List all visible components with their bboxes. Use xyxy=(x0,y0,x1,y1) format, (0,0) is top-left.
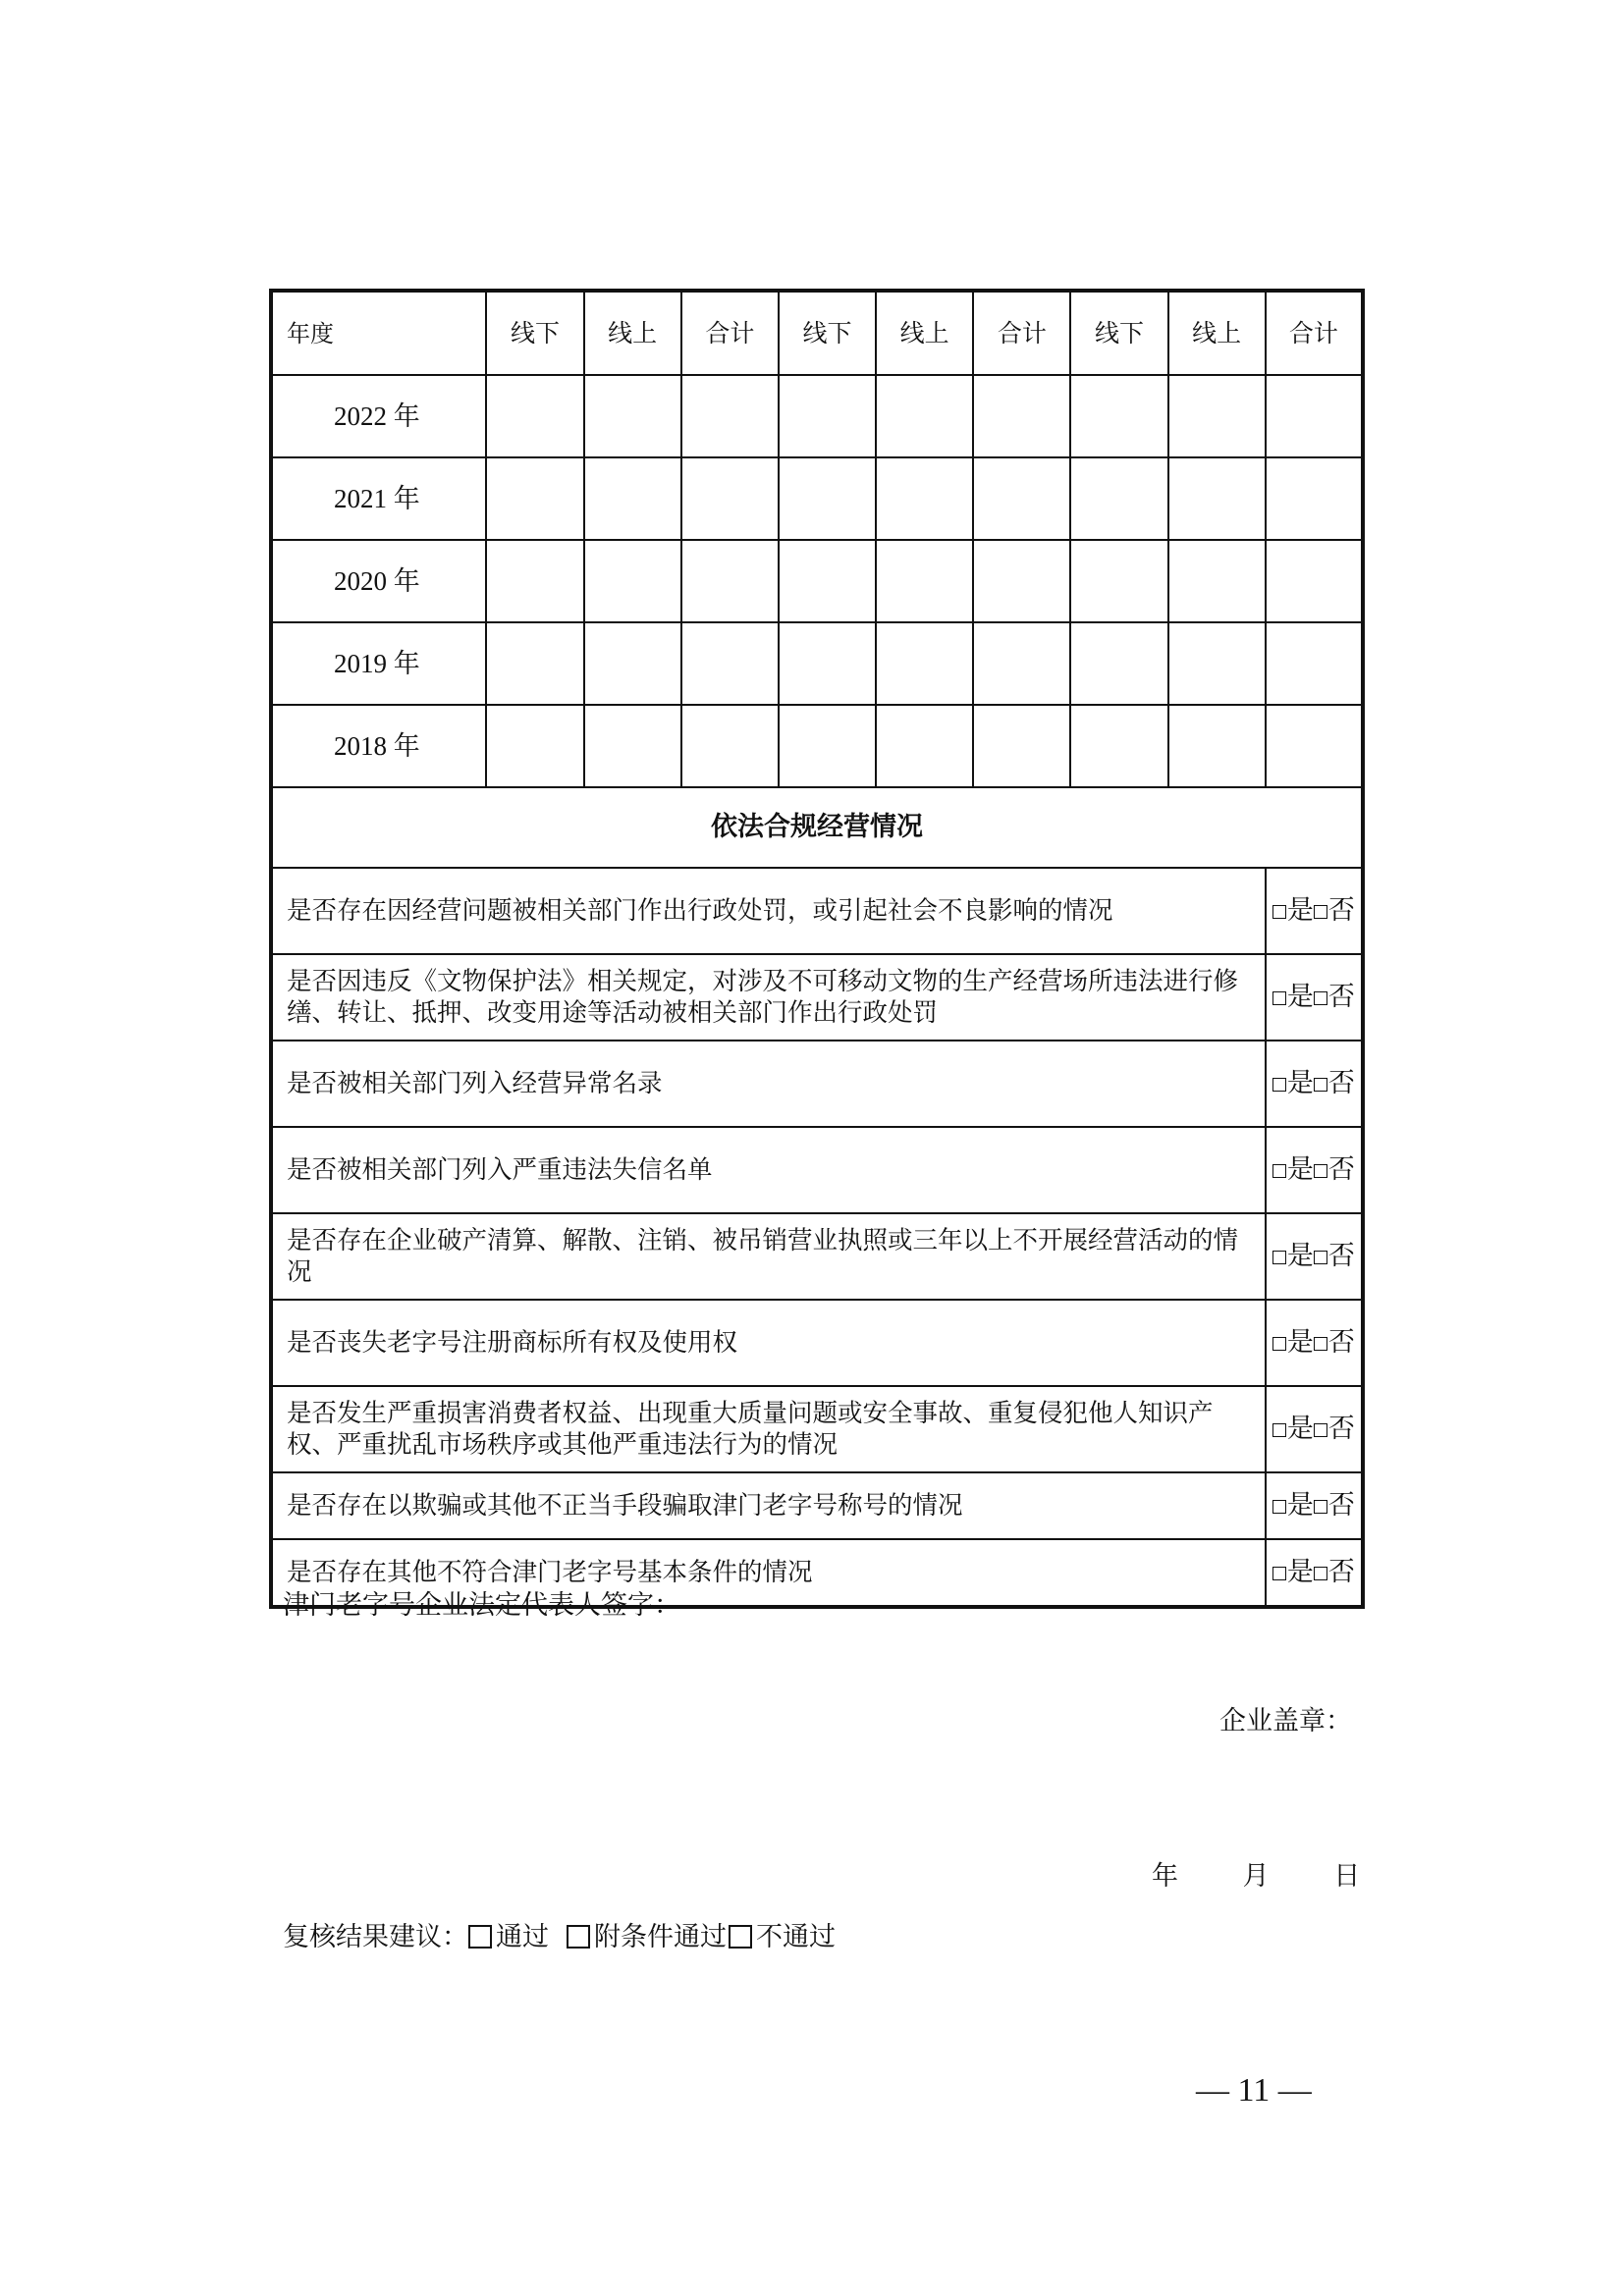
yes-checkbox[interactable] xyxy=(1272,1337,1286,1351)
column-header: 线下 xyxy=(486,291,583,375)
data-cell[interactable] xyxy=(584,705,681,787)
data-cell[interactable] xyxy=(1070,457,1167,540)
data-cell[interactable] xyxy=(1070,705,1167,787)
yes-no-answer xyxy=(1266,1300,1363,1386)
column-header: 线上 xyxy=(876,291,973,375)
data-cell[interactable] xyxy=(584,622,681,705)
yes-label: 是 xyxy=(1286,895,1314,926)
question-row xyxy=(271,1127,1363,1213)
no-label: 否 xyxy=(1327,895,1355,926)
operations-form-table xyxy=(269,289,1365,1609)
no-checkbox[interactable] xyxy=(1314,1567,1327,1580)
data-cell[interactable] xyxy=(779,540,876,622)
yes-label: 是 xyxy=(1286,1241,1314,1271)
data-cell[interactable] xyxy=(486,375,583,457)
reject-checkbox[interactable] xyxy=(729,1925,752,1949)
yes-checkbox[interactable] xyxy=(1272,1567,1286,1580)
section-title: 依法合规经营情况 xyxy=(271,787,1363,868)
question-row xyxy=(271,1300,1363,1386)
company-seal-label: 企业盖章： xyxy=(1219,1706,1352,1736)
data-cell[interactable] xyxy=(876,540,973,622)
no-checkbox[interactable] xyxy=(1314,905,1327,919)
data-cell[interactable] xyxy=(486,622,583,705)
question-row xyxy=(271,1472,1363,1539)
yes-label: 是 xyxy=(1286,1327,1314,1358)
data-cell[interactable] xyxy=(779,622,876,705)
data-cell[interactable] xyxy=(973,622,1070,705)
column-header: 合计 xyxy=(681,291,779,375)
yes-no-answer xyxy=(1266,1539,1363,1607)
yes-checkbox[interactable] xyxy=(1272,1423,1286,1437)
question-text: 是否存在因经营问题被相关部门作出行政处罚，或引起社会不良影响的情况 xyxy=(271,868,1266,954)
yes-checkbox[interactable] xyxy=(1272,1078,1286,1092)
column-header: 线下 xyxy=(779,291,876,375)
data-cell[interactable] xyxy=(1168,622,1266,705)
year-label: 2022 年 xyxy=(271,375,486,457)
data-cell[interactable] xyxy=(486,705,583,787)
question-row xyxy=(271,1041,1363,1127)
review-suggestion xyxy=(283,1920,836,1955)
question-text: 是否发生严重损害消费者权益、出现重大质量问题或安全事故、重复侵犯他人知识产权、严重扰乱市场秩序或其他严重违法行为的情况 xyxy=(271,1386,1266,1472)
approve-option-label: 通过 xyxy=(496,1922,549,1952)
question-text: 是否存在以欺骗或其他不正当手段骗取津门老字号称号的情况 xyxy=(271,1472,1266,1539)
data-cell[interactable] xyxy=(1168,540,1266,622)
column-header: 合计 xyxy=(1266,291,1363,375)
column-header: 线下 xyxy=(1070,291,1167,375)
column-header: 合计 xyxy=(973,291,1070,375)
data-cell[interactable] xyxy=(876,375,973,457)
data-cell[interactable] xyxy=(973,540,1070,622)
data-cell[interactable] xyxy=(1266,705,1363,787)
data-cell[interactable] xyxy=(1070,622,1167,705)
data-cell[interactable] xyxy=(584,540,681,622)
no-label: 否 xyxy=(1327,1068,1355,1098)
date-day: 日 xyxy=(1333,1861,1361,1892)
data-cell[interactable] xyxy=(876,457,973,540)
question-row xyxy=(271,954,1363,1041)
page-number: — 11 — xyxy=(1196,2072,1312,2109)
table-header-row xyxy=(271,291,1363,375)
data-cell[interactable] xyxy=(779,457,876,540)
data-cell[interactable] xyxy=(1168,375,1266,457)
yes-no-answer xyxy=(1266,1386,1363,1472)
data-cell[interactable] xyxy=(779,375,876,457)
data-cell[interactable] xyxy=(1266,375,1363,457)
yes-checkbox[interactable] xyxy=(1272,1500,1286,1514)
data-cell[interactable] xyxy=(681,705,779,787)
year-label: 2019 年 xyxy=(271,622,486,705)
yes-checkbox[interactable] xyxy=(1272,1251,1286,1264)
question-row xyxy=(271,1213,1363,1300)
yes-no-answer xyxy=(1266,1041,1363,1127)
data-cell[interactable] xyxy=(681,540,779,622)
yes-label: 是 xyxy=(1286,1557,1314,1587)
yes-label: 是 xyxy=(1286,1490,1314,1521)
yes-no-answer xyxy=(1266,954,1363,1041)
yes-no-answer xyxy=(1266,1127,1363,1213)
data-cell[interactable] xyxy=(876,705,973,787)
year-header: 年度 xyxy=(271,291,486,375)
data-cell[interactable] xyxy=(973,457,1070,540)
conditional-approve-option-label: 附条件通过 xyxy=(594,1922,727,1952)
yes-checkbox[interactable] xyxy=(1272,905,1286,919)
question-row xyxy=(271,1386,1363,1472)
yes-no-answer xyxy=(1266,1472,1363,1539)
data-cell[interactable] xyxy=(681,622,779,705)
question-text: 是否被相关部门列入经营异常名录 xyxy=(271,1041,1266,1127)
data-cell[interactable] xyxy=(1168,705,1266,787)
question-text: 是否存在企业破产清算、解散、注销、被吊销营业执照或三年以上不开展经营活动的情况 xyxy=(271,1213,1266,1300)
data-cell[interactable] xyxy=(1070,375,1167,457)
year-label: 2020 年 xyxy=(271,540,486,622)
conditional-approve-checkbox[interactable] xyxy=(567,1925,590,1949)
year-row xyxy=(271,375,1363,457)
column-header: 线上 xyxy=(584,291,681,375)
date-line xyxy=(1129,1859,1360,1895)
date-month: 月 xyxy=(1242,1861,1270,1892)
data-cell[interactable] xyxy=(973,375,1070,457)
year-row xyxy=(271,540,1363,622)
yes-no-answer xyxy=(1266,1213,1363,1300)
data-cell[interactable] xyxy=(486,540,583,622)
legal-rep-signature-label: 津门老字号企业法定代表人签字： xyxy=(283,1590,680,1621)
no-label: 否 xyxy=(1327,1327,1355,1358)
no-checkbox[interactable] xyxy=(1314,1078,1327,1092)
data-cell[interactable] xyxy=(584,457,681,540)
review-label: 复核结果建议： xyxy=(283,1922,468,1952)
question-row xyxy=(271,868,1363,954)
data-cell[interactable] xyxy=(779,705,876,787)
year-label: 2021 年 xyxy=(271,457,486,540)
question-text: 是否存在其他不符合津门老字号基本条件的情况 xyxy=(271,1539,1266,1607)
question-text: 是否丧失老字号注册商标所有权及使用权 xyxy=(271,1300,1266,1386)
data-cell[interactable] xyxy=(1266,622,1363,705)
data-cell[interactable] xyxy=(486,457,583,540)
data-cell[interactable] xyxy=(1266,457,1363,540)
data-cell[interactable] xyxy=(1070,540,1167,622)
data-cell[interactable] xyxy=(1168,457,1266,540)
data-cell[interactable] xyxy=(584,375,681,457)
no-checkbox[interactable] xyxy=(1314,1337,1327,1351)
data-cell[interactable] xyxy=(1266,540,1363,622)
yes-label: 是 xyxy=(1286,1154,1314,1185)
no-checkbox[interactable] xyxy=(1314,1251,1327,1264)
question-text: 是否被相关部门列入严重违法失信名单 xyxy=(271,1127,1266,1213)
no-checkbox[interactable] xyxy=(1314,1423,1327,1437)
column-header: 线上 xyxy=(1168,291,1266,375)
no-label: 否 xyxy=(1327,1557,1355,1587)
data-cell[interactable] xyxy=(681,457,779,540)
year-row xyxy=(271,457,1363,540)
yes-checkbox[interactable] xyxy=(1272,991,1286,1005)
data-cell[interactable] xyxy=(973,705,1070,787)
no-checkbox[interactable] xyxy=(1314,1164,1327,1178)
no-label: 否 xyxy=(1327,982,1355,1012)
yes-checkbox[interactable] xyxy=(1272,1164,1286,1178)
year-label: 2018 年 xyxy=(271,705,486,787)
no-label: 否 xyxy=(1327,1490,1355,1521)
year-row xyxy=(271,705,1363,787)
question-text: 是否因违反《文物保护法》相关规定，对涉及不可移动文物的生产经营场所违法进行修缮、转让、抵押、改变用途等活动被相关部门作出行政处罚 xyxy=(271,954,1266,1041)
section-row xyxy=(271,787,1363,868)
data-cell[interactable] xyxy=(681,375,779,457)
no-label: 否 xyxy=(1327,1241,1355,1271)
no-label: 否 xyxy=(1327,1414,1355,1444)
yes-label: 是 xyxy=(1286,1068,1314,1098)
no-checkbox[interactable] xyxy=(1314,1500,1327,1514)
yes-label: 是 xyxy=(1286,982,1314,1012)
date-year: 年 xyxy=(1152,1861,1178,1892)
reject-option-label: 不通过 xyxy=(756,1922,836,1952)
no-label: 否 xyxy=(1327,1154,1355,1185)
data-cell[interactable] xyxy=(876,622,973,705)
yes-no-answer xyxy=(1266,868,1363,954)
no-checkbox[interactable] xyxy=(1314,991,1327,1005)
approve-checkbox[interactable] xyxy=(468,1925,492,1949)
yes-label: 是 xyxy=(1286,1414,1314,1444)
year-row xyxy=(271,622,1363,705)
